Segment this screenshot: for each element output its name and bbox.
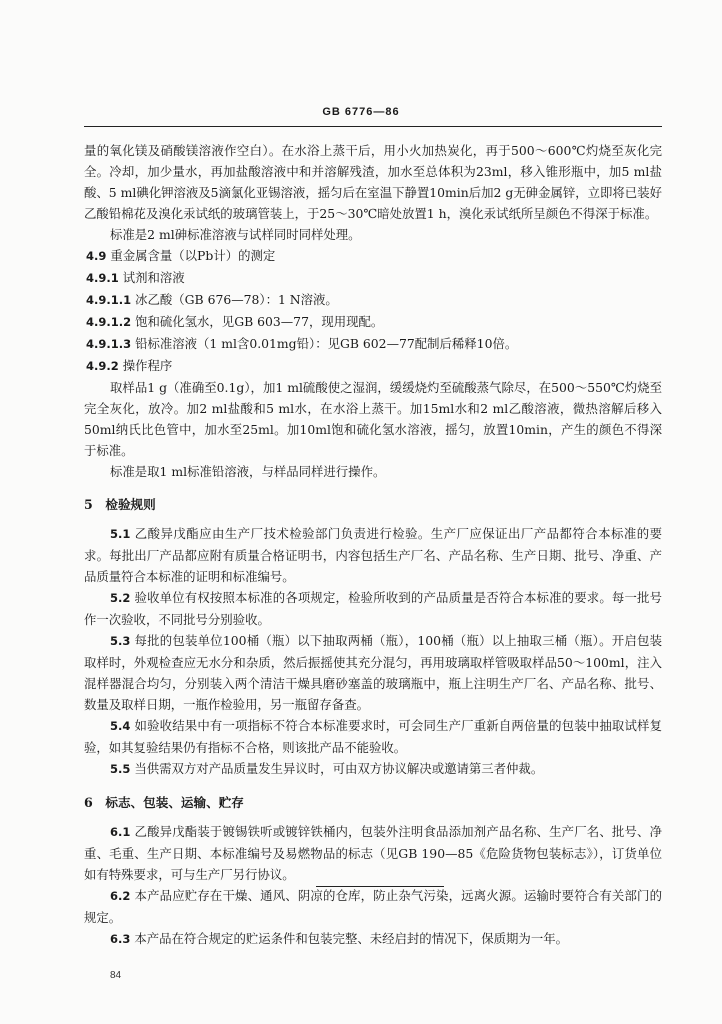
document-header: GB 6776—86 (322, 106, 400, 118)
clause-number: 4.9.1.1 (86, 293, 132, 307)
paragraph-heavy-metal-procedure: 取样品1 g（准确至0.1g），加1 ml硫酸使之湿润，缓缓烧灼至硫酸蒸气除尽，在500～550℃灼烧至完全灰化，放冷。加2 ml盐酸和5 ml水，在水浴上蒸干。加15ml水和2 ml乙酸溶液，微热溶解后移入50ml纳氏比色管中，加水至25ml。加10ml饱和硫化氢水溶液，摇匀，放置10min，产生的颜色不得深于标准。 (84, 380, 662, 458)
clause-4-9 (84, 245, 662, 267)
end-of-standard-rule (316, 886, 444, 887)
clause-4-9-1-1 (84, 289, 662, 311)
paragraph-lead-standard: 标准是取1 ml标准铅溶液，与样品同样进行操作。 (110, 464, 386, 479)
paragraph-arsenic-continued: 量的氧化镁及硝酸镁溶液作空白）。在水浴上蒸干后，用小火加热炭化，再于500～600℃灼烧至灰化完全。冷却，加少量水，再加盐酸溶液中和并溶解残渣，加水至总体积为23ml，移入锥形瓶中，加5 ml盐酸、5 ml碘化钾溶液及5滴氯化亚锡溶液，摇匀后在室温下静置10min后加2 g无砷金属锌，立即将已装好乙酸铅棉花及溴化汞试纸的玻璃管装上，于25～30℃暗处放置1 h，溴化汞试纸所呈颜色不得深于标准。 (84, 143, 662, 221)
section-heading-5: 5 检验规则 (84, 497, 156, 512)
clause-text: 乙酸异戊酯应由生产厂技术检验部门负责进行检验。生产厂应保证出厂产品都符合本标准的要求。每批出厂产品都应附有质量合格证明书，内容包括生产厂名、产品名称、生产日期、批号、净重、产品质量符合本标准的证明和标准编号。 (84, 526, 662, 584)
clause-number: 4.9.1.3 (86, 337, 132, 351)
clause-number: 6.1 (110, 825, 131, 839)
clause-number: 4.9.1 (86, 271, 119, 285)
clause-text: 本产品在符合规定的贮运条件和包装完整、未经启封的情况下，保质期为一年。 (134, 931, 568, 946)
clause-5-4 (84, 715, 662, 758)
clause-text: 饱和硫化氢水，见GB 603—77，现用现配。 (135, 314, 384, 329)
clause-text: 当供需双方对产品质量发生异议时，可由双方协议解决或邀请第三者仲裁。 (134, 761, 544, 776)
clause-5-5 (84, 758, 662, 780)
clause-4-9-2 (84, 355, 662, 377)
clause-text: 乙酸异戊酯装于镀锡铁听或镀锌铁桶内，包装外注明食品添加剂产品名称、生产厂名、批号、净重、毛重、生产日期、本标准编号及易燃物品的标志（见GB 190—85《危险货物包装标志》），订货单位如有特殊要求，可与生产厂另行协议。 (84, 824, 662, 882)
clause-text: 冰乙酸（GB 676—78）：1 N溶液。 (135, 292, 338, 307)
clause-5-1 (84, 523, 662, 587)
clause-6-1 (84, 821, 662, 885)
header-rule (84, 126, 662, 127)
clause-number: 5.3 (110, 634, 131, 648)
clause-number: 6.3 (110, 932, 131, 946)
clause-number: 6.2 (110, 889, 131, 903)
clause-title: 重金属含量（以Pb计）的测定 (110, 248, 276, 263)
document-body (84, 140, 662, 950)
clause-5-2 (84, 587, 662, 630)
clause-text: 如验收结果中有一项指标不符合本标准要求时，可会同生产厂重新自两倍量的包装中抽取试样复验，如其复验结果仍有指标不合格，则该批产品不能验收。 (84, 718, 662, 755)
clause-number: 5.5 (110, 762, 131, 776)
clause-6-2 (84, 885, 662, 928)
clause-4-9-1-3 (84, 333, 662, 355)
clause-number: 4.9 (86, 249, 107, 263)
paragraph-arsenic-standard: 标准是2 ml砷标准溶液与试样同时同样处理。 (110, 227, 361, 242)
page-number: 84 (110, 970, 122, 981)
clause-number: 5.1 (110, 527, 131, 541)
clause-5-3 (84, 630, 662, 715)
clause-4-9-1-2 (84, 311, 662, 333)
clause-title: 操作程序 (122, 358, 173, 373)
clause-number: 4.9.2 (86, 359, 119, 373)
section-heading-6: 6 标志、包装、运输、贮存 (84, 795, 244, 810)
clause-number: 4.9.1.2 (86, 315, 132, 329)
clause-title: 试剂和溶液 (122, 270, 185, 285)
clause-text: 铅标准溶液（1 ml含0.01mg铅）：见GB 602—77配制后稀释10倍。 (135, 336, 518, 351)
clause-6-3 (84, 928, 662, 950)
clause-number: 5.2 (110, 591, 131, 605)
clause-text: 每批的包装单位100桶（瓶）以下抽取两桶（瓶），100桶（瓶）以上抽取三桶（瓶）。开启包装取样时，外观检查应无水分和杂质，然后振摇使其充分混匀，再用玻璃取样管吸取样品50～100ml，注入混样器混合均匀，分别装入两个清洁干燥具磨砂塞盖的玻璃瓶中，瓶上注明生产厂名、产品名称、批号、数量及取样日期，一瓶作检验用，另一瓶留存备查。 (84, 633, 662, 712)
clause-text: 本产品应贮存在干燥、通风、阴凉的仓库，防止杂气污染，远离火源。运输时要符合有关部门的规定。 (84, 888, 662, 925)
clause-text: 验收单位有权按照本标准的各项规定，检验所收到的产品质量是否符合本标准的要求。每一批号作一次验收，不同批号分别验收。 (84, 590, 662, 627)
clause-number: 5.4 (110, 719, 131, 733)
clause-4-9-1 (84, 267, 662, 289)
